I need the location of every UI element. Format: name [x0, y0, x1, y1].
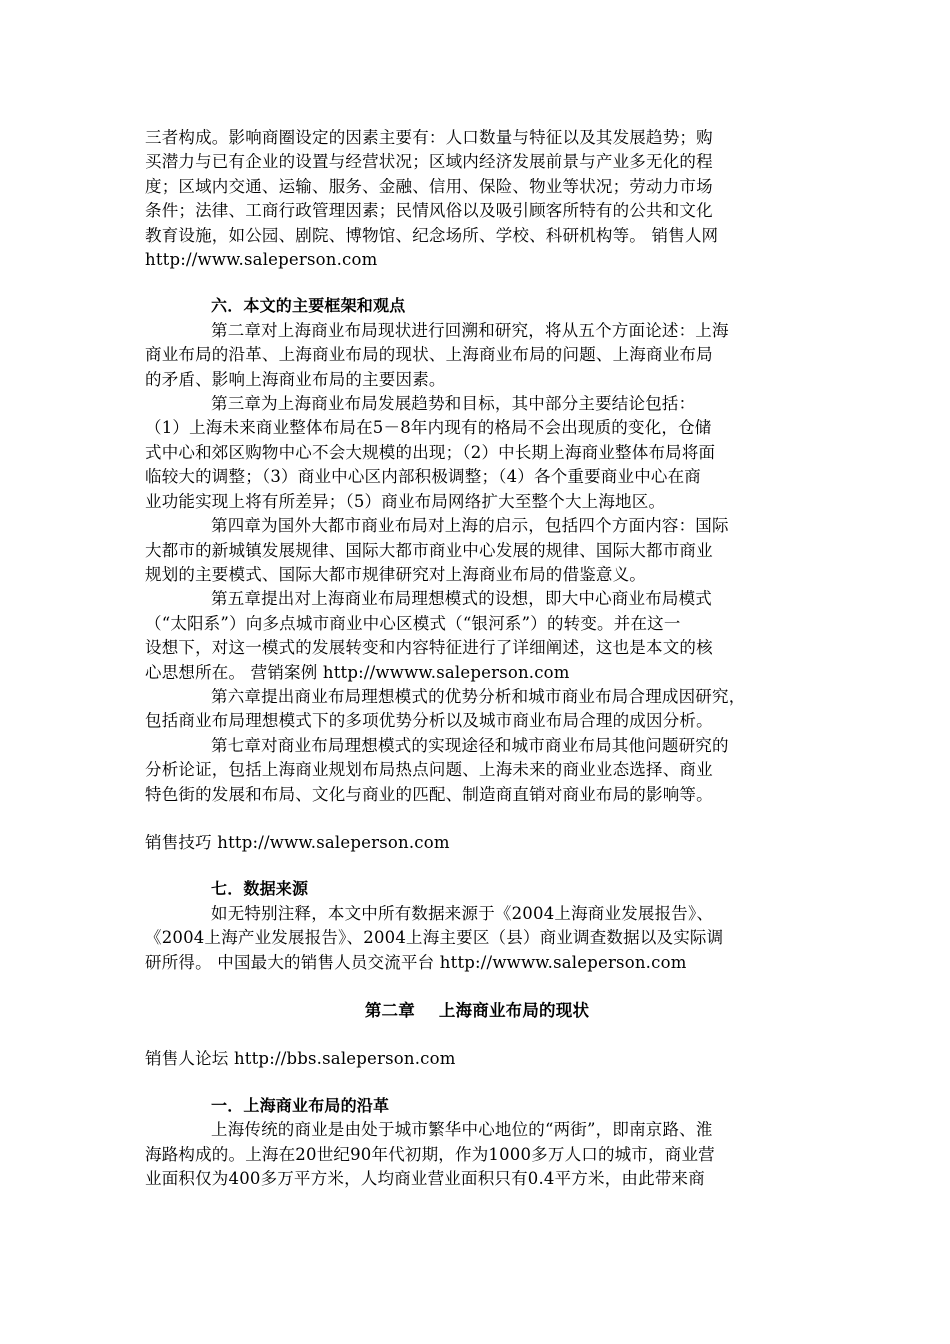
text-line: 心思想所在。 营销案例 http://wwww.saleperson.com	[145, 662, 570, 682]
text-line: （“太阳系”）向多点城市商业中心区模式（“银河系”）的转变。并在这一	[145, 613, 681, 633]
text-line: 度；区域内交通、运输、服务、金融、信用、保险、物业等状况；劳动力市场	[145, 176, 713, 196]
paragraph	[145, 514, 809, 587]
paragraph	[145, 1118, 809, 1191]
text-line: 大都市的新城镇发展规律、国际大都市商业中心发展的规律、国际大都市商业	[145, 540, 713, 560]
text-line: 第二章对上海商业布局现状进行回溯和研究，将从五个方面论述：上海	[211, 320, 729, 340]
text-line: 第七章对商业布局理想模式的实现途径和城市商业布局其他问题研究的	[211, 735, 729, 755]
text-line: 的矛盾、影响上海商业布局的主要因素。	[145, 369, 446, 389]
text-line: 研所得。 中国最大的销售人员交流平台 http://wwww.saleperson.com	[145, 952, 687, 972]
text-line: 买潜力与已有企业的设置与经营状况；区域内经济发展前景与产业多无化的程	[145, 152, 713, 172]
chapter-heading: 第二章 上海商业布局的现状	[364, 1001, 590, 1020]
link-line: 销售人论坛 http://bbs.saleperson.com	[145, 1049, 456, 1069]
text-line: 三者构成。影响商圈设定的因素主要有：人口数量与特征以及其发展趋势；购	[145, 128, 713, 147]
text-line: 设想下，对这一模式的发展转变和内容特征进行了详细阐述，这也是本文的核	[145, 638, 713, 658]
section-heading: 一．上海商业布局的沿革	[211, 1095, 390, 1115]
paragraph	[145, 734, 809, 807]
text-line: 特色街的发展和布局、文化与商业的匹配、制造商直销对商业布局的影响等。	[145, 784, 713, 804]
link-line: 销售技巧 http://www.saleperson.com	[145, 832, 450, 852]
text-line: 商业布局的沿革、上海商业布局的现状、上海商业布局的问题、上海商业布局	[145, 345, 713, 365]
document-body	[145, 126, 809, 1191]
section-heading: 六．本文的主要框架和观点	[211, 296, 406, 316]
text-line: http://www.saleperson.com	[145, 250, 378, 270]
text-line: （1）上海未来商业整体布局在5－8年内现有的格局不会出现质的变化，仓储	[145, 418, 712, 438]
text-line: 《2004上海产业发展报告》、2004上海主要区（县）商业调查数据以及实际调	[145, 928, 724, 948]
text-line: 第四章为国外大都市商业布局对上海的启示，包括四个方面内容：国际	[211, 516, 729, 536]
text-line: 规划的主要模式、国际大都市规律研究对上海商业布局的借鉴意义。	[145, 564, 646, 584]
text-line: 第六章提出商业布局理想模式的优势分析和城市商业布局合理成因研究，	[211, 686, 746, 706]
text-line: 教育设施，如公园、剧院、博物馆、纪念场所、学校、科研机构等。 销售人网	[145, 225, 719, 245]
paragraph	[145, 685, 809, 734]
paragraph	[145, 902, 809, 975]
text-line: 上海传统的商业是由处于城市繁华中心地位的“两街”，即南京路、淮	[211, 1120, 713, 1140]
intro-paragraph	[145, 126, 809, 272]
text-line: 第五章提出对上海商业布局理想模式的设想，即大中心商业布局模式	[211, 589, 712, 609]
text-line: 条件；法律、工商行政管理因素；民情风俗以及吸引顾客所特有的公共和文化	[145, 201, 713, 221]
text-line: 第三章为上海商业布局发展趋势和目标，其中部分主要结论包括：	[211, 394, 696, 414]
text-line: 海路构成的。上海在20世纪90年代初期，作为1000多万人口的城市，商业营	[145, 1144, 715, 1164]
text-line: 分析论证，包括上海商业规划布局热点问题、上海未来的商业业态选择、商业	[145, 760, 713, 780]
paragraph	[145, 319, 809, 392]
text-line: 业面积仅为400多万平方米，人均商业营业面积只有0.4平方米，由此带来商	[145, 1169, 705, 1189]
text-line: 包括商业布局理想模式下的多项优势分析以及城市商业布局合理的成因分析。	[145, 711, 713, 731]
paragraph	[145, 392, 809, 514]
text-line: 如无特别注释，本文中所有数据来源于《2004上海商业发展报告》、	[211, 903, 714, 923]
text-line: 业功能实现上将有所差异；（5）商业布局网络扩大至整个大上海地区。	[145, 491, 666, 511]
section-heading: 七．数据来源	[211, 879, 309, 899]
text-line: 临较大的调整；（3）商业中心区内部积极调整；（4）各个重要商业中心在商	[145, 467, 701, 487]
text-line: 式中心和郊区购物中心不会大规模的出现；（2）中长期上海商业整体布局将面	[145, 442, 716, 462]
paragraph	[145, 587, 809, 685]
